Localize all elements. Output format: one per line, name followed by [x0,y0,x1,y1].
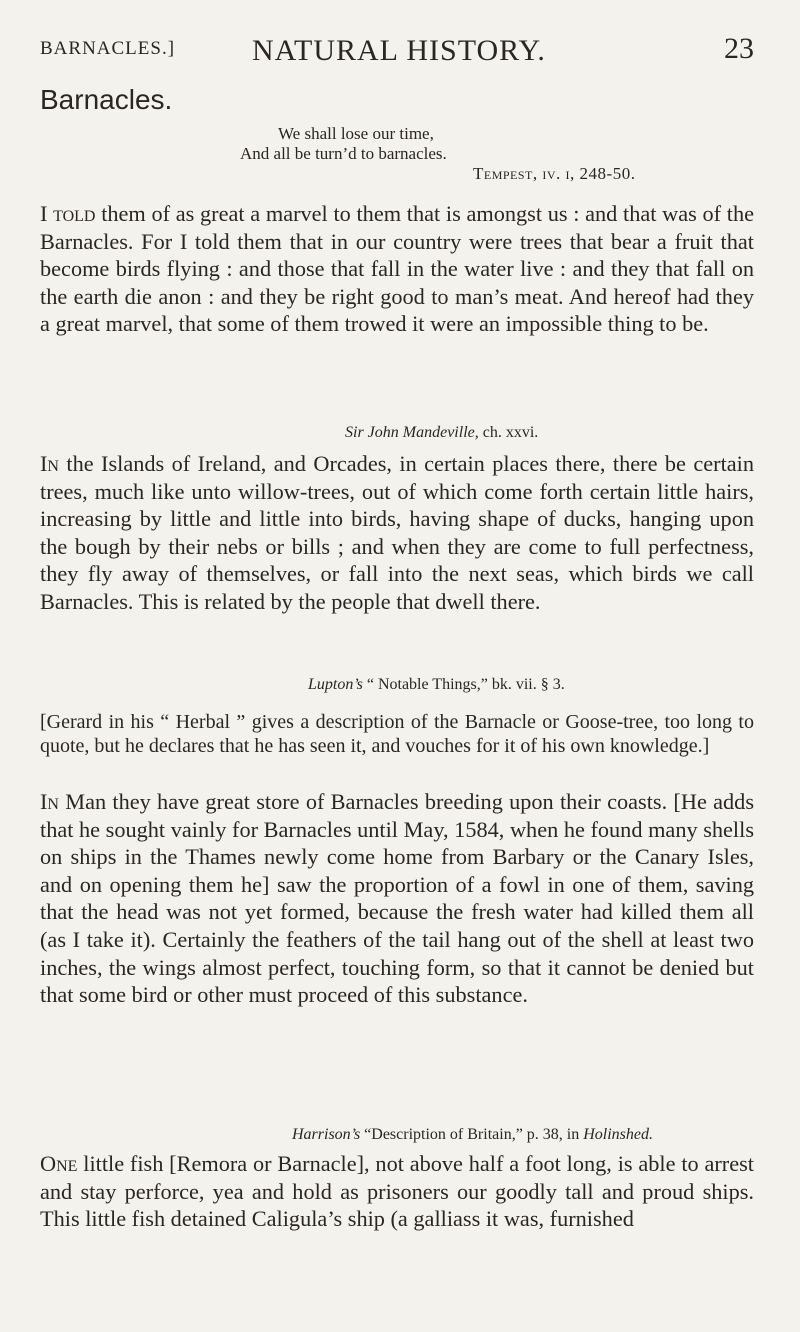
paragraph-text: them of as great a marvel to them that is amongst us : and that was of the Barnacles. For I told them that in our country were trees that bear a fruit that become birds flying : and those that fall in the water live : and they that fall on the earth die anon : and they be right good to man’s meat. And hereof had they a great marvel, that some of them trowed it were an impossible thing to be. [40,201,755,337]
citation-detail: “Description of Britain,” p. 38, in [360,1126,584,1143]
header-title: NATURAL HISTORY. [252,34,546,67]
paragraph-text: Man they have great store of Barnacles breeding upon their coasts. [He adds that he sought vainly for Barnacles until May, 1584, when he found many shells on ships in the Thames newly come home from Barbary or the Canary Isles, and on opening them he] saw the proportion of a fowl in one of them, saving that the head was not yet formed, because the fresh water had killed them all (as I take it). Certainly the feathers of the tail hang out of the shell at least two inches, the wings almost perfect, touching form, so that it cannot be denied but that some bird or other must proceed of this substance. [40,789,754,1008]
page-number: 23 [724,32,754,65]
epigraph-source: Tempest, iv. i, 248-50. [473,164,636,183]
paragraph-text: the Islands of Ireland, and Orcades, in certain places there, there be certain trees, much like unto willow-trees, out of which come forth certain little hairs, increasing by little and little into birds, having shape of ducks, hanging upon the bough by their nebs or bills ; and when they are come to full perfectness, they fly away of themselves, or fall into the next seas, which birds we call Barnacles. This is related by the people that dwell there. [40,451,754,614]
paragraph-lead: In [40,789,59,814]
citation-tail: Holinshed. [583,1126,654,1143]
paragraph-text: [Gerard in his “ Herbal ” gives a description of the Barnacle or Goose-tree, too long to quote, but he declares that he has seen it, and vouches for it of his own knowledge.] [40,711,754,757]
citation-detail: “ Notable Things,” bk. vii. § 3. [362,676,565,693]
paragraph-harrison [40,788,754,1009]
paragraph-lupton [40,450,754,616]
paragraph-mandeville [40,200,754,338]
citation-mandeville [345,424,538,442]
citation-author: Sir John Mandeville, [345,424,479,441]
citation-author: Lupton’s [308,676,363,693]
epigraph-line-1: We shall lose our time, [278,124,434,143]
citation-harrison [292,1126,653,1144]
header-section: BARNACLES.] [40,38,176,59]
citation-lupton [308,676,565,694]
running-header [40,34,754,68]
paragraph-lead: I told [40,201,96,226]
paragraph-lead: One [40,1151,78,1176]
paragraph-remora [40,1150,754,1233]
citation-author: Harrison’s [292,1126,361,1143]
paragraph-lead: In [40,451,59,476]
section-title: Barnacles. [40,84,173,115]
paragraph-text: little fish [Remora or Barnacle], not above half a foot long, is able to arrest and stay perforce, yea and hold as prisoners our goodly tall and proud ships. This little fish detained Caligula’s ship (a galliass it was, furnished [40,1151,754,1232]
paragraph-gerard [40,710,754,758]
citation-detail: ch. xxvi. [478,424,539,441]
epigraph-line-2: And all be turn’d to barnacles. [240,144,447,163]
